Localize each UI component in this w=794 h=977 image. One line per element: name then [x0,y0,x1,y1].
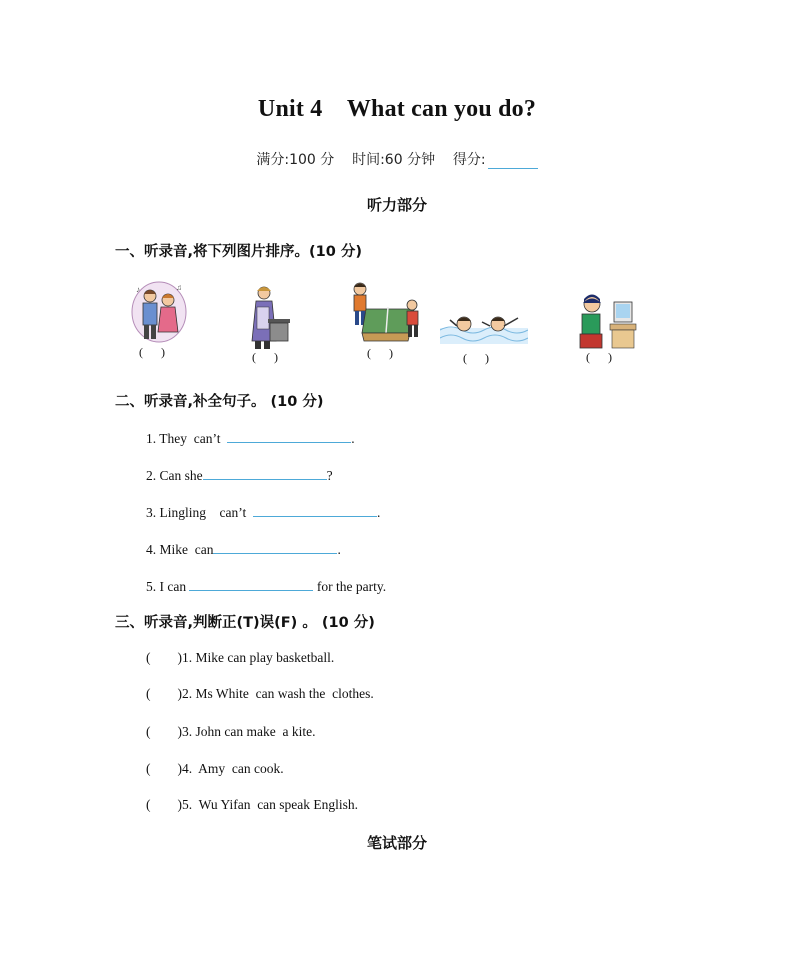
fill-item-4 [146,539,341,558]
section3-heading: 三、听录音,判断正(T)误(F) 。 (10 分) [115,615,375,631]
fill-item-2-end: ? [326,468,333,483]
fill-item-5 [146,576,386,595]
exam-info [0,149,794,169]
section2-heading: 二、听录音,补全句子。 (10 分) [115,394,324,410]
fill-item-1 [146,428,355,447]
writing-part-title: 笔试部分 [366,834,427,852]
section1-heading: 一、听录音,将下列图片排序。(10 分) [115,244,362,260]
tf-item-5[interactable]: ( )5. Wu Yifan can speak English. [146,797,359,812]
fill-item-2 [146,465,333,484]
score-blank[interactable] [488,154,538,169]
tf-item-2[interactable]: ( )2. Ms White can wash the clothes. [146,686,374,701]
fill-item-3-blank[interactable] [253,502,377,517]
image-4-paren[interactable]: ( ) [463,351,489,365]
score-label: 得分: [452,152,486,168]
image-2-paren[interactable]: ( ) [252,350,278,364]
singing-people-icon [130,280,188,346]
fill-item-2-blank[interactable] [203,465,327,480]
tf-item-4[interactable]: ( )4. Amy can cook. [146,761,284,776]
fill-item-1-blank[interactable] [227,428,351,443]
fill-item-3-text: 3. Lingling can’t [146,505,253,520]
page-title: Unit 4 What can you do? [257,96,537,122]
ping-pong-icon [350,281,424,347]
fill-item-5-text: 5. I can [146,579,190,594]
fill-item-3 [146,502,380,521]
image-5-paren[interactable]: ( ) [586,350,612,364]
time-limit: 时间:60 分钟 [352,152,436,168]
listening-part-title: 听力部分 [366,196,427,214]
fill-item-1-end: . [351,431,355,446]
fill-item-4-blank[interactable] [213,539,337,554]
full-score: 满分:100 分 [256,152,335,168]
tf-item-1[interactable]: ( )1. Mike can play basketball. [146,650,335,665]
fill-item-5-blank[interactable] [189,576,313,591]
fill-item-2-text: 2. Can she [146,468,203,483]
fill-item-4-end: . [337,542,341,557]
fill-item-3-end: . [377,505,381,520]
fill-item-1-text: 1. They can’t [146,431,228,446]
image-1-paren[interactable]: ( ) [139,345,165,359]
svg-text:♫: ♫ [176,283,182,292]
swimming-kids-icon [440,306,528,350]
computer-boy-icon [576,292,638,352]
cooking-woman-icon [248,283,296,353]
image-3-paren[interactable]: ( ) [367,346,393,360]
svg-text:♪: ♪ [136,285,140,294]
fill-item-5-end: for the party. [313,579,387,594]
fill-item-4-text: 4. Mike can [146,542,214,557]
tf-item-3[interactable]: ( )3. John can make a kite. [146,724,316,739]
